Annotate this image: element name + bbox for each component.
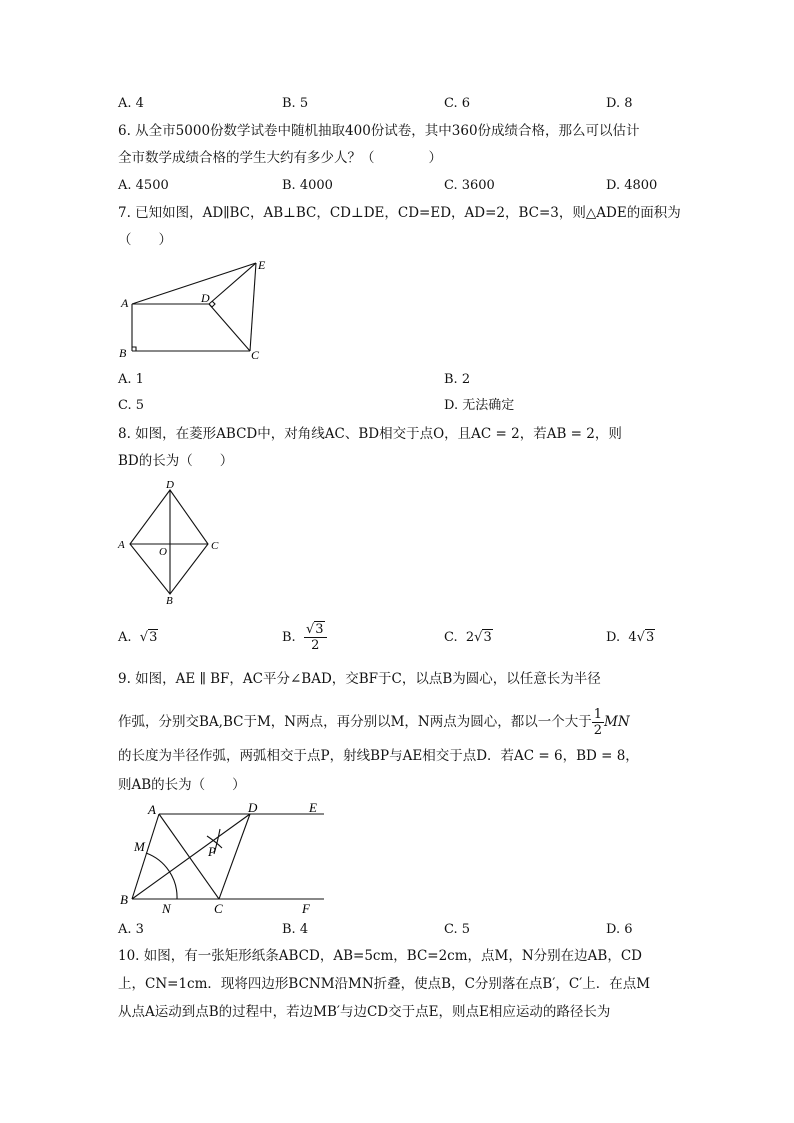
q6-stem-line2: 全市数学成绩合格的学生大约有多少人？（ ）: [118, 150, 442, 166]
q8-option-a-radicand: 3: [149, 630, 158, 645]
q8-option-b-denominator: 2: [311, 638, 320, 653]
q9-label-f: F: [302, 901, 310, 916]
q9-half-fraction: [592, 707, 604, 738]
q7-label-e: E: [258, 258, 266, 272]
q8-label-b: B: [166, 595, 173, 607]
q9-option-b[interactable]: B. 4: [282, 922, 309, 937]
q7-segment-dc: [209, 304, 250, 351]
q8-stem-line2: BD的长为（ ）: [118, 453, 234, 469]
q7-right-angle-b: [132, 347, 136, 351]
q6-stem-line1: 6. 从全市5000份数学试卷中随机抽取400份试卷，其中360份成绩合格，那么可以估计: [118, 123, 640, 139]
q8-label-c: C: [211, 540, 219, 552]
q8-option-d[interactable]: D. 4√3: [606, 630, 655, 645]
q10-stem-line3: 从点A运动到点B的过程中，若边MB′与边CD交于点E，则点E相应运动的路径长为: [118, 1004, 611, 1020]
q9-stem-line2-text: 作弧，分别交BA,BC于M，N两点，再分别以M，N两点为圆心，都以一个大于: [118, 714, 592, 730]
q8-rhombus: [130, 490, 208, 594]
q9-stem-mn: MN: [604, 714, 630, 730]
q10-stem-line1: 10. 如图，有一张矩形纸条ABCD，AB=5cm，BC=2cm，点M，N分别在边AB，CD: [118, 948, 642, 964]
q9-option-c[interactable]: C. 5: [444, 922, 471, 937]
q7-label-d: D: [201, 291, 210, 305]
q6-option-a[interactable]: A. 4500: [118, 178, 169, 193]
q5-option-a[interactable]: A. 4: [118, 96, 144, 111]
q9-option-a[interactable]: A. 3: [118, 922, 144, 937]
q7-label-c: C: [251, 348, 260, 362]
q7-stem-line2: （ ）: [118, 232, 172, 248]
q5-option-c[interactable]: C. 6: [444, 96, 471, 111]
q7-segment-de: [209, 263, 256, 304]
q9-option-d[interactable]: D. 6: [606, 922, 633, 937]
q9-arc-mn: [146, 853, 177, 899]
q8-option-a-prefix: A.: [118, 630, 132, 645]
q9-stem-line1: 9. 如图，AE ∥ BF，AC平分∠BAD，交BF于C，以点B为圆心，以任意长为半径: [118, 671, 601, 687]
q8-option-a[interactable]: A. √3: [118, 630, 158, 645]
q8-option-c-coefficient: 2: [465, 630, 475, 645]
q9-label-d: D: [248, 800, 258, 815]
q9-stem-line4: 则AB的长为（ ）: [118, 777, 246, 793]
q6-option-d[interactable]: D. 4800: [606, 178, 658, 193]
q7-segment-ec: [250, 263, 256, 351]
q5-option-b[interactable]: B. 5: [282, 96, 309, 111]
q7-segment-ae: [132, 263, 256, 304]
q6-option-b[interactable]: B. 4000: [282, 178, 333, 193]
q8-option-c[interactable]: C. 2√3: [444, 630, 492, 645]
q9-stem-line2: [118, 704, 630, 740]
q9-label-e: E: [309, 800, 317, 815]
q9-label-p: P: [208, 844, 216, 859]
q7-option-c[interactable]: C. 5: [118, 398, 145, 413]
q9-label-n: N: [162, 901, 171, 916]
q8-figure: [112, 476, 232, 608]
q8-option-d-prefix: D.: [606, 630, 621, 645]
q9-label-b: B: [120, 892, 128, 907]
q9-half-numerator: 1: [593, 707, 603, 722]
q7-label-b: B: [119, 346, 127, 360]
q8-option-b-radicand: 3: [315, 622, 324, 637]
q8-label-d: D: [166, 479, 174, 491]
q9-label-m: M: [134, 839, 145, 854]
q8-option-d-radicand: 3: [645, 630, 655, 645]
q6-option-c[interactable]: C. 3600: [444, 178, 495, 193]
q7-stem-line1: 7. 已知如图，AD∥BC，AB⊥BC，CD⊥DE，CD=ED，AD=2，BC=3，则△ADE的面积为: [118, 205, 681, 221]
q9-figure: [112, 796, 332, 920]
q8-label-o: O: [159, 546, 167, 558]
q7-option-a[interactable]: A. 1: [118, 372, 144, 387]
q9-label-c: C: [214, 901, 223, 916]
q10-stem-line2: 上，CN=1cm．现将四边形BCNM沿MN折叠，使点B，C分别落在点B′，C′上．在点M: [118, 976, 651, 992]
q8-option-b-fraction: $\frac{√3}{2}$: [304, 622, 327, 653]
q8-label-a: A: [118, 539, 125, 551]
q7-figure: [112, 254, 272, 366]
q9-segment-ab: [132, 814, 159, 899]
q5-option-d[interactable]: D. 8: [606, 96, 633, 111]
q8-stem-line1: 8. 如图，在菱形ABCD中，对角线AC、BD相交于点O，且AC = 2，若AB = 2，则: [118, 426, 622, 442]
q8-option-b-prefix: B.: [282, 630, 296, 645]
q8-option-b[interactable]: [282, 618, 327, 658]
q9-stem-line3: 的长度为半径作弧，两弧相交于点P，射线BP与AE相交于点D．若AC = 6，BD = 8，: [118, 748, 639, 764]
q9-segment-dc: [219, 814, 250, 899]
q8-option-c-radicand: 3: [483, 630, 492, 645]
q7-option-d[interactable]: D. 无法确定: [444, 398, 515, 413]
q9-segment-bd: [132, 814, 250, 899]
q8-option-d-coefficient: 4: [628, 630, 637, 645]
q7-option-b[interactable]: B. 2: [444, 372, 471, 387]
q9-label-a: A: [148, 802, 156, 817]
q9-half-denominator: 2: [593, 723, 603, 738]
q7-label-a: A: [121, 296, 129, 310]
q8-option-c-prefix: C.: [444, 630, 458, 645]
